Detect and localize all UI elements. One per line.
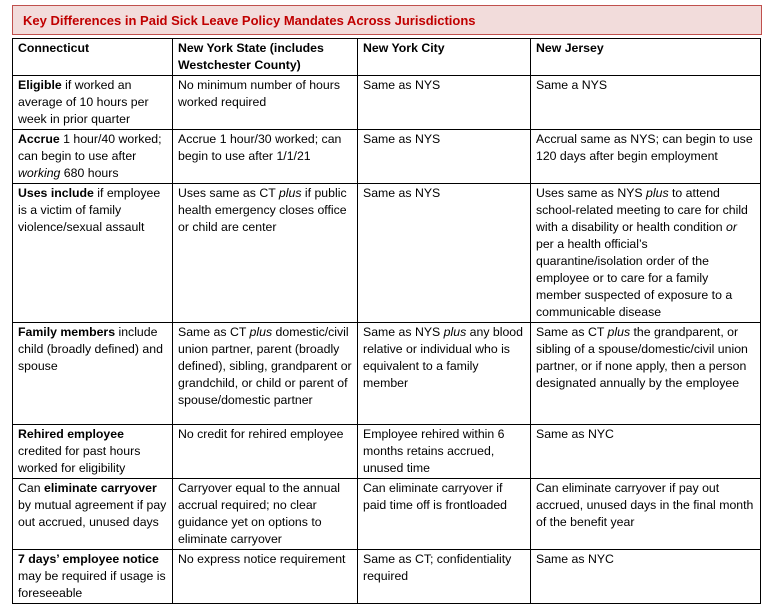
cell-text: Eligible	[18, 78, 62, 92]
cell-new-jersey	[531, 184, 761, 323]
cell-text: Can eliminate carryover if paid time off is frontloaded	[363, 481, 508, 512]
cell-text: per a health official’s quarantine/isolation order of the employee or to care for a family member suspected of exposure to a communicable disease	[536, 237, 733, 319]
cell-text: Can eliminate carryover if pay out accrued, unused days in the final month of the benefit year	[536, 481, 754, 529]
cell-text: Same as CT	[536, 325, 608, 339]
cell-new-york-city	[358, 76, 531, 130]
cell-text: the grandparent, or sibling of a spouse/domestic/civil union partner, or if none apply, then a person designated annually by the employee	[536, 325, 748, 390]
cell-text: if employee is a victim of family violence/sexual assault	[18, 186, 161, 234]
cell-text: Same as NYC	[536, 552, 614, 566]
cell-new-york-state	[173, 76, 358, 130]
col-header-new-york-state: New York State (includes Westchester County)	[173, 39, 358, 76]
cell-new-york-state	[173, 425, 358, 479]
cell-new-jersey	[531, 130, 761, 184]
cell-new-york-city	[358, 479, 531, 550]
cell-text: Same as NYC	[536, 427, 614, 441]
cell-text: plus	[443, 325, 467, 339]
cell-new-york-state	[173, 323, 358, 425]
table-body	[13, 76, 761, 604]
cell-text: Can	[18, 481, 44, 495]
cell-text: if public health emergency closes office or child are center	[178, 186, 347, 234]
cell-text: Family members	[18, 325, 116, 339]
cell-new-jersey	[531, 479, 761, 550]
cell-text: by mutual agreement if pay out accrued, unused days	[18, 498, 167, 529]
policy-comparison-table	[12, 38, 761, 604]
cell-text: Uses same as NYS	[536, 186, 647, 200]
cell-new-jersey	[531, 323, 761, 425]
cell-text: Same as NYS	[363, 78, 441, 92]
cell-text: if worked an average of 10 hours per week in prior quarter	[18, 78, 149, 126]
cell-new-jersey	[531, 425, 761, 479]
cell-new-york-state	[173, 130, 358, 184]
cell-connecticut	[13, 76, 173, 130]
cell-new-york-city	[358, 184, 531, 323]
col-header-new-york-city: New York City	[358, 39, 531, 76]
cell-connecticut	[13, 550, 173, 604]
cell-text: Same as NYS	[363, 186, 441, 200]
cell-text: Uses same as CT	[178, 186, 279, 200]
cell-text: 680 hours	[60, 166, 119, 180]
cell-text: any blood relative or individual who is equivalent to a family member	[363, 325, 523, 390]
cell-text: Accrue	[18, 132, 60, 146]
cell-new-york-city	[358, 323, 531, 425]
cell-text: credited for past hours worked for eligibility	[18, 444, 141, 475]
cell-text: plus	[249, 325, 273, 339]
cell-text: Same a NYS	[536, 78, 608, 92]
cell-new-york-city	[358, 425, 531, 479]
cell-text: 1 hour/40 worked; can begin to use after	[18, 132, 162, 163]
cell-new-york-state	[173, 479, 358, 550]
cell-text: Uses include	[18, 186, 94, 200]
cell-connecticut	[13, 323, 173, 425]
row-rehired	[13, 425, 761, 479]
cell-text: plus	[278, 186, 302, 200]
cell-text: 7 days’ employee notice	[18, 552, 159, 566]
row-accrue	[13, 130, 761, 184]
cell-text: Accrual same as NYS; can begin to use 120 days after begin employment	[536, 132, 753, 163]
cell-text: to attend school-related meeting to care for child with a disability or health condition	[536, 186, 748, 234]
cell-new-york-city	[358, 130, 531, 184]
row-eligible	[13, 76, 761, 130]
cell-text: Employee rehired within 6 months retains accrued, unused time	[363, 427, 505, 475]
cell-text: Same as NYS	[363, 132, 441, 146]
cell-text: No credit for rehired employee	[178, 427, 344, 441]
header-row	[13, 39, 761, 76]
cell-new-york-state	[173, 550, 358, 604]
cell-connecticut	[13, 130, 173, 184]
table-title-text: Key Differences in Paid Sick Leave Policy Mandates Across Jurisdictions	[23, 12, 476, 28]
cell-text: Same as CT; confidentiality required	[363, 552, 512, 583]
cell-text: working	[18, 166, 61, 180]
cell-new-york-city	[358, 550, 531, 604]
cell-connecticut	[13, 479, 173, 550]
cell-text: may be required if usage is foreseeable	[18, 569, 166, 600]
col-header-new-jersey: New Jersey	[531, 39, 761, 76]
cell-text: plus	[646, 186, 669, 200]
row-notice	[13, 550, 761, 604]
cell-text: eliminate carryover	[43, 481, 157, 495]
row-uses	[13, 184, 761, 323]
cell-text: No express notice requirement	[178, 552, 346, 566]
cell-text: include child (broadly defined) and spouse	[18, 325, 163, 373]
col-header-connecticut: Connecticut	[13, 39, 173, 76]
cell-new-jersey	[531, 76, 761, 130]
cell-new-york-state	[173, 184, 358, 323]
cell-text: Same as CT	[178, 325, 250, 339]
cell-connecticut	[13, 425, 173, 479]
cell-text: Same as NYS	[363, 325, 444, 339]
cell-text: or	[726, 220, 737, 234]
cell-connecticut	[13, 184, 173, 323]
cell-text: Carryover equal to the annual accrual required; no clear guidance yet on options to eliminate carryover	[178, 481, 341, 546]
table-title	[12, 5, 762, 35]
cell-text: plus	[607, 325, 631, 339]
cell-text: Accrue 1 hour/30 worked; can begin to use after 1/1/21	[178, 132, 342, 163]
row-family	[13, 323, 761, 425]
cell-text: No minimum number of hours worked required	[178, 78, 340, 109]
cell-text: domestic/civil union partner, parent (broadly defined), sibling, grandparent or grandchild, or child or parent of spouse/domestic partner	[178, 325, 352, 407]
row-carryover	[13, 479, 761, 550]
cell-text: Rehired employee	[18, 427, 124, 441]
cell-new-jersey	[531, 550, 761, 604]
